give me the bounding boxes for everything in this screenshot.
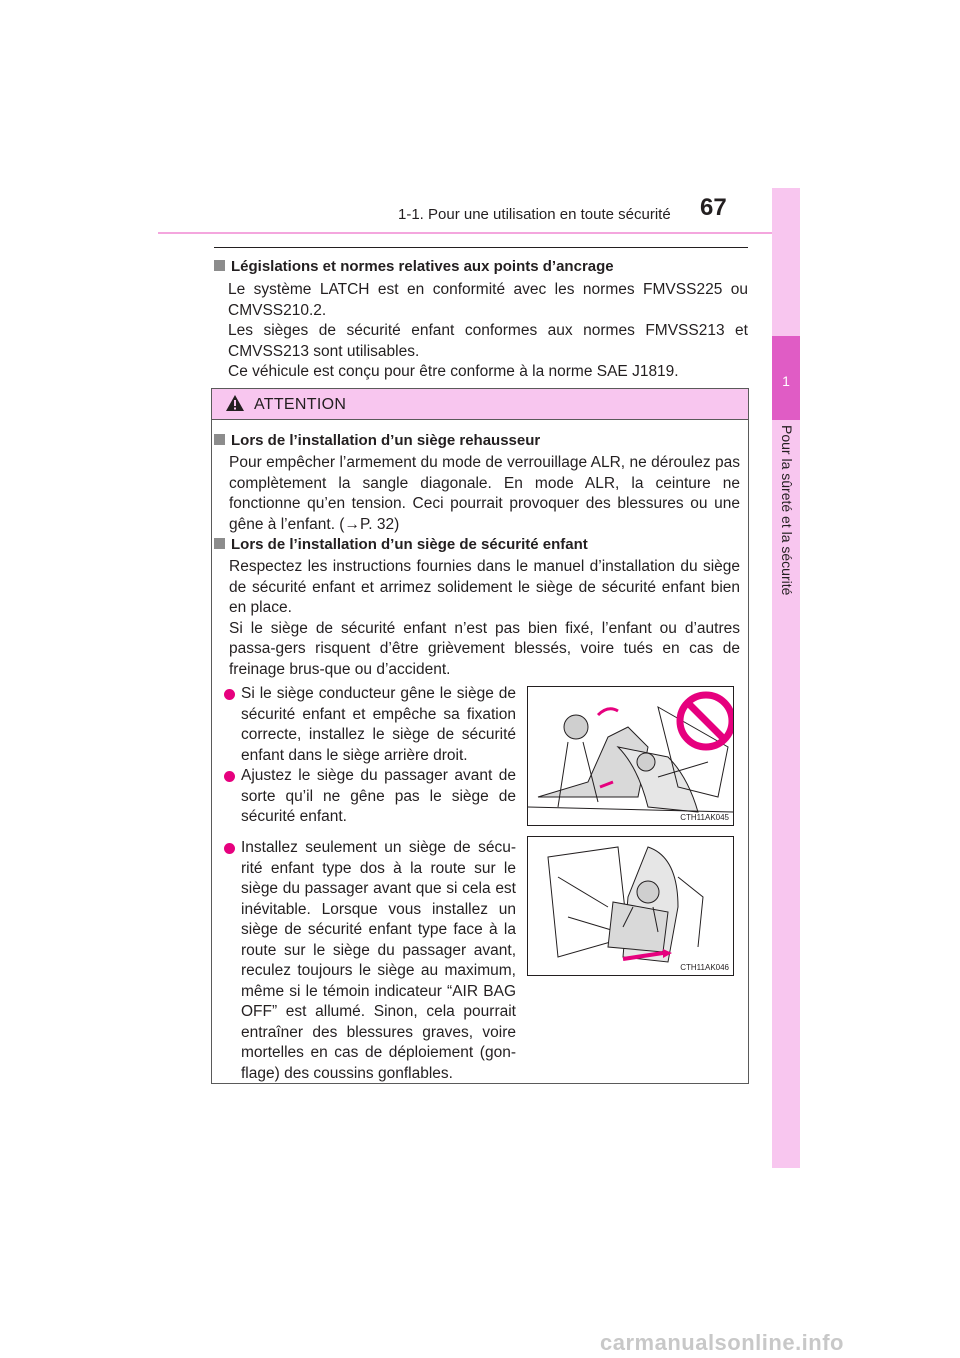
bullet-item — [224, 766, 516, 828]
header-rule — [158, 232, 772, 234]
front-passenger-seat-illustration — [528, 837, 733, 975]
illustration-child-seat-front — [527, 836, 734, 976]
warning-triangle-icon — [225, 394, 245, 412]
child-seat-illustration — [528, 687, 733, 825]
warning-subheading: Lors de l’installation d’un siège rehausseur — [214, 432, 540, 449]
bullet-text: Ajustez le siège du passager avant de sorte qu’il ne gêne pas le siège de sécurité enfant. — [241, 767, 516, 825]
warning-paragraph — [229, 557, 740, 680]
warning-subheading: Lors de l’installation d’un siège de sécurité enfant — [214, 536, 588, 553]
section-body — [228, 280, 748, 383]
section-heading: Législations et normes relatives aux points d’ancrage — [214, 258, 614, 275]
circle-bullet-icon — [224, 771, 235, 782]
body-line: Les sièges de sécurité enfant conformes aux normes FMVSS213 et CMVSS213 sont utilisables. — [228, 322, 748, 360]
section-title: 1-1. Pour une utilisation en toute sécurité — [398, 206, 671, 223]
watermark: carmanualsonline.info — [600, 1330, 844, 1355]
bullet-text: Installez seulement un siège de sécu-rité enfant type dos à la route sur le siège du passager avant que si cela est inévitable. Lorsque vous installez un siège de sécurité enfant type face à la route sur le siège du passager avant, reculez toujours le siège au maximum, même si le témoin indicateur “AIR BAG OFF” est allumé. Sinon, cela pourrait entraîner des blessures graves, voire mortelles en cas de déploiement (gon-flage) des coussins gonflables. — [241, 839, 516, 1082]
bullet-item — [224, 838, 516, 1084]
figure-code: CTH11AK046 — [680, 963, 729, 972]
page-number: 67 — [700, 194, 727, 221]
illustration-child-seat-rear — [527, 686, 734, 826]
square-bullet-icon — [214, 260, 225, 271]
warning-text: Respectez les instructions fournies dans le manuel d’installation du siège de sécurité enfant et arrimez solidement le siège de sécurité enfant bien en place. — [229, 558, 740, 616]
chapter-number: 1 — [782, 373, 790, 389]
chapter-title: Pour la sûreté et la sécurité — [779, 425, 795, 596]
figure-code: CTH11AK045 — [680, 813, 729, 822]
circle-bullet-icon — [224, 689, 235, 700]
bullet-text: Si le siège conducteur gêne le siège de sécurité enfant et empêche sa fixation correcte, installez le siège de sécurité enfant dans le siège arrière droit. — [241, 685, 516, 764]
square-bullet-icon — [214, 434, 225, 445]
content-top-rule — [214, 247, 748, 248]
body-line: Ce véhicule est conçu pour être conforme à la norme SAE J1819. — [228, 363, 679, 380]
bullet-item — [224, 684, 516, 766]
warning-text: Pour empêcher l’armement du mode de verrouillage ALR, ne déroulez pas complètement la sangle diagonale. En mode ALR, la ceinture ne fonctionne qu’en tension. Ceci pourrait provoquer des blessures ou une gêne à l’enfant. (→P. 32) — [229, 454, 740, 533]
chapter-side-tab — [772, 188, 800, 1168]
body-line: Le système LATCH est en conformité avec les normes FMVSS225 ou CMVSS210.2. — [228, 281, 748, 319]
square-bullet-icon — [214, 538, 225, 549]
warning-title: ATTENTION — [254, 396, 347, 413]
warning-text: Si le siège de sécurité enfant n’est pas bien fixé, l’enfant ou d’autres passa-gers risquent d’être grièvement blessés, voire tués en cas de freinage brus-que ou d’accident. — [229, 619, 740, 678]
circle-bullet-icon — [224, 843, 235, 854]
warning-paragraph — [229, 453, 740, 535]
